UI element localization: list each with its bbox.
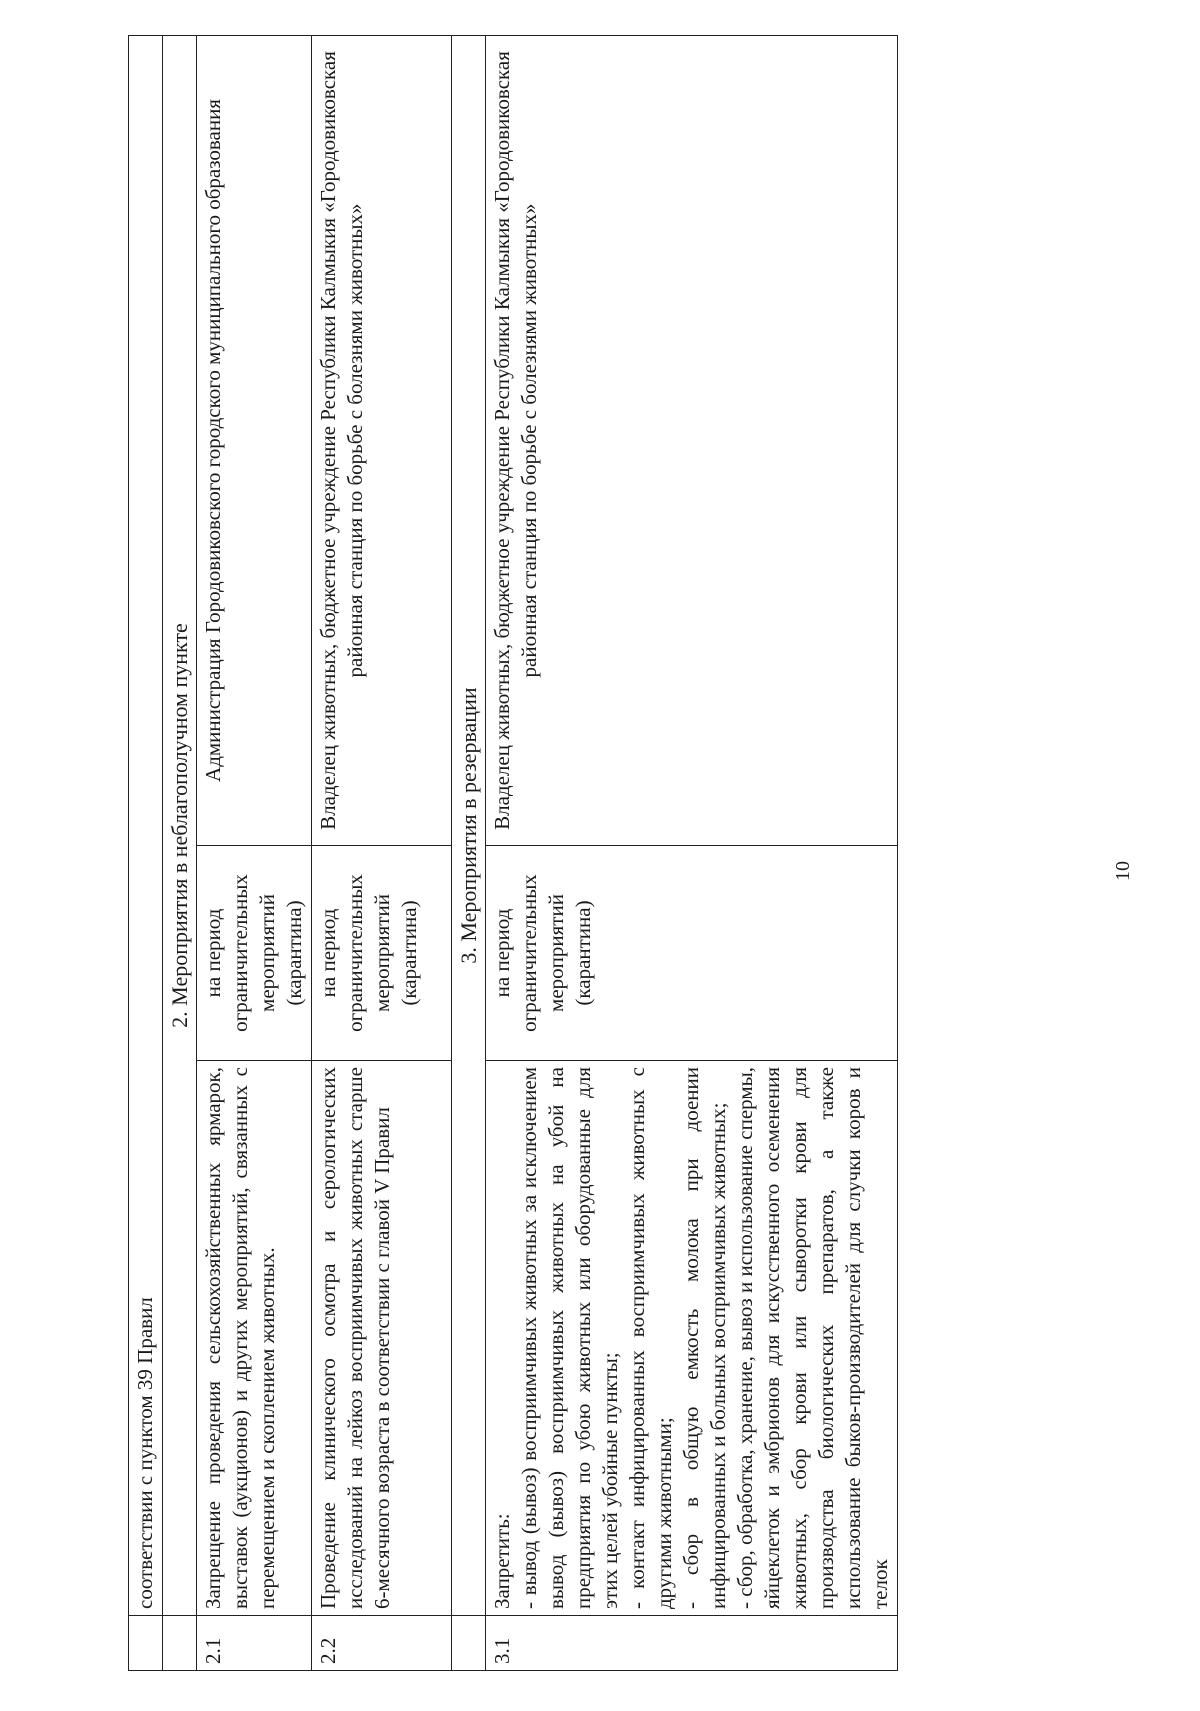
action-item: - сбор в общую емкость молока при доении инфицированных и больных восприимчивых животных; [679, 1067, 730, 1609]
row-responsible: Владелец животных, бюджетное учреждение Республики Калмыкия «Городовиковская районная станция по борьбе с болезнями животных» [312, 36, 452, 846]
row-term: на период ограничительных мероприятий (карантина) [197, 846, 312, 1061]
cell-empty [129, 1616, 163, 1671]
cell-empty [163, 1616, 197, 1671]
row-responsible: Администрация Городовиковского городского муниципального образования [197, 36, 312, 846]
row-term: на период ограничительных мероприятий (карантина) [312, 846, 452, 1061]
action-item: - вывод (вывоз) восприимчивых животных за исключением вывод (вывоз) восприимчивых животных на убой на предприятия по убою животных или оборудованные для этих целей убойные пункты; [517, 1067, 622, 1609]
row-number: 2.1 [197, 1616, 312, 1671]
action-intro: Запретить: [490, 1513, 514, 1609]
row-action: Проведение клинического осмотра и серологических исследований на лейкоз восприимчивых животных старше 6-месячного возраста в соответствии с главой V Правил [312, 1061, 452, 1616]
row-term: на период ограничительных мероприятий (карантина) [486, 846, 898, 1061]
cell-empty [452, 1616, 486, 1671]
row-responsible: Владелец животных, бюджетное учреждение Республики Калмыкия «Городовиковская районная станция по борьбе с болезнями животных» [486, 36, 898, 846]
section-title-2: 2. Мероприятия в неблагополучном пункте [163, 36, 197, 1616]
continuation-text: соответствии с пунктом 39 Правил [129, 36, 163, 1616]
table-row [312, 36, 452, 1671]
table-row-continuation [129, 36, 163, 1671]
section-header-3 [452, 36, 486, 1671]
row-action [486, 1061, 898, 1616]
action-item: - сбор, обработка, хранение, вывоз и использование спермы, яйцеклеток и эмбрионов для искусственного осеменения животных, сбор крови или сыворотки крови для производства биологических препаратов, а также использование быков-производителей для случки коров и телок [733, 1067, 892, 1609]
row-number: 2.2 [312, 1616, 452, 1671]
row-number: 3.1 [486, 1616, 898, 1671]
table-row [197, 36, 312, 1671]
table-row [486, 36, 898, 1671]
measures-table [128, 35, 898, 1671]
action-item: - контакт инфицированных восприимчивых животных с другими животными; [625, 1067, 676, 1609]
page-number: 10 [1112, 861, 1134, 881]
row-action: Запрещение проведения сельскохозяйственных ярмарок, выставок (аукционов) и других мероприятий, связанных с перемещением и скоплением животных. [197, 1061, 312, 1616]
section-header-2 [163, 36, 197, 1671]
section-title-3: 3. Мероприятия в резервации [452, 36, 486, 1616]
